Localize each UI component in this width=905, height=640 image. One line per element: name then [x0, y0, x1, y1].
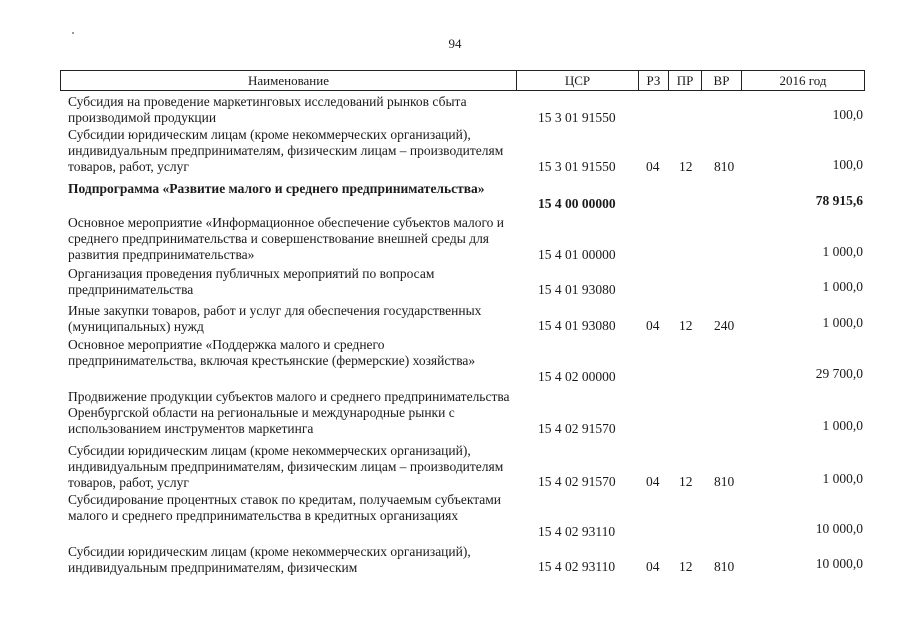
row-csr: 15 4 01 93080	[538, 318, 616, 333]
row-vr: 810	[714, 474, 735, 489]
row-csr: 15 4 02 91570	[538, 474, 616, 489]
header-csr: ЦСР	[517, 70, 639, 91]
row-amount: 10 000,0	[815, 521, 863, 536]
row-amount: 10 000,0	[815, 556, 863, 571]
row-name: Субсидии юридическим лицам (кроме некоммерческих организаций), индивидуальным предпринимателям, физическим лицам – производителям товаров, работ, услуг	[68, 127, 504, 174]
row-amount: 1 000,0	[822, 315, 863, 330]
row-amount: 78 915,6	[815, 193, 863, 208]
row-amount: 1 000,0	[822, 471, 863, 486]
row-pr: 12	[679, 474, 693, 489]
row-csr: 15 4 02 93110	[538, 559, 616, 574]
row-csr: 15 4 02 91570	[538, 421, 616, 436]
row-csr: 15 3 01 91550	[538, 110, 616, 125]
row-pr: 12	[679, 159, 693, 174]
row-vr: 240	[714, 318, 735, 333]
header-rz: РЗ	[639, 70, 669, 91]
row-name: Организация проведения публичных мероприятий по вопросам предпринимательства	[68, 266, 435, 297]
row-csr: 15 4 02 93110	[538, 524, 616, 539]
row-rz: 04	[646, 474, 660, 489]
row-amount: 1 000,0	[822, 279, 863, 294]
scan-mark	[72, 32, 74, 34]
row-amount: 100,0	[832, 157, 863, 172]
row-amount: 1 000,0	[822, 418, 863, 433]
row-name: Основное мероприятие «Информационное обеспечение субъектов малого и среднего предпринимательства и совершенствование внешней среды для развития предпринимательства»	[68, 215, 505, 262]
row-csr: 15 4 01 93080	[538, 282, 616, 297]
row-vr: 810	[714, 559, 735, 574]
row-vr: 810	[714, 159, 735, 174]
header-vr: ВР	[702, 70, 742, 91]
row-name: Субсидирование процентных ставок по кредитам, получаемым субъектами малого и среднего предпринимательства в кредитных организациях	[68, 492, 502, 523]
row-rz: 04	[646, 318, 660, 333]
row-amount: 29 700,0	[815, 366, 863, 381]
row-name: Субсидия на проведение маркетинговых исследований рынков сбыта производимой продукции	[68, 94, 467, 125]
row-csr: 15 4 02 00000	[538, 369, 616, 384]
row-name: Иные закупки товаров, работ и услуг для обеспечения государственных (муниципальных) нужд	[68, 303, 482, 334]
row-name: Субсидии юридическим лицам (кроме некоммерческих организаций), индивидуальным предпринимателям, физическим лицам – производителям товаров, работ, услуг	[68, 443, 504, 490]
row-name: Субсидии юридическим лицам (кроме некоммерческих организаций), индивидуальным предпринимателям, физическим	[68, 544, 471, 575]
row-name: Продвижение продукции субъектов малого и среднего предпринимательства Оренбургской области на региональные и международные рынки с использованием инструментов маркетинга	[68, 389, 510, 436]
row-rz: 04	[646, 559, 660, 574]
row-amount: 1 000,0	[822, 244, 863, 259]
row-pr: 12	[679, 318, 693, 333]
row-csr: 15 4 01 00000	[538, 247, 616, 262]
header-year: 2016 год	[742, 70, 865, 91]
header-name: Наименование	[60, 70, 517, 91]
header-pr: ПР	[669, 70, 702, 91]
row-pr: 12	[679, 559, 693, 574]
page-number: 94	[448, 36, 462, 51]
row-amount: 100,0	[832, 107, 863, 122]
row-name-subprogram: Подпрограмма «Развитие малого и среднего предпринимательства»	[68, 181, 485, 196]
row-rz: 04	[646, 159, 660, 174]
row-csr: 15 4 00 00000	[538, 196, 616, 211]
row-csr: 15 3 01 91550	[538, 159, 616, 174]
row-name: Основное мероприятие «Поддержка малого и среднего предпринимательства, включая крестьянские (фермерские) хозяйства»	[68, 337, 476, 368]
